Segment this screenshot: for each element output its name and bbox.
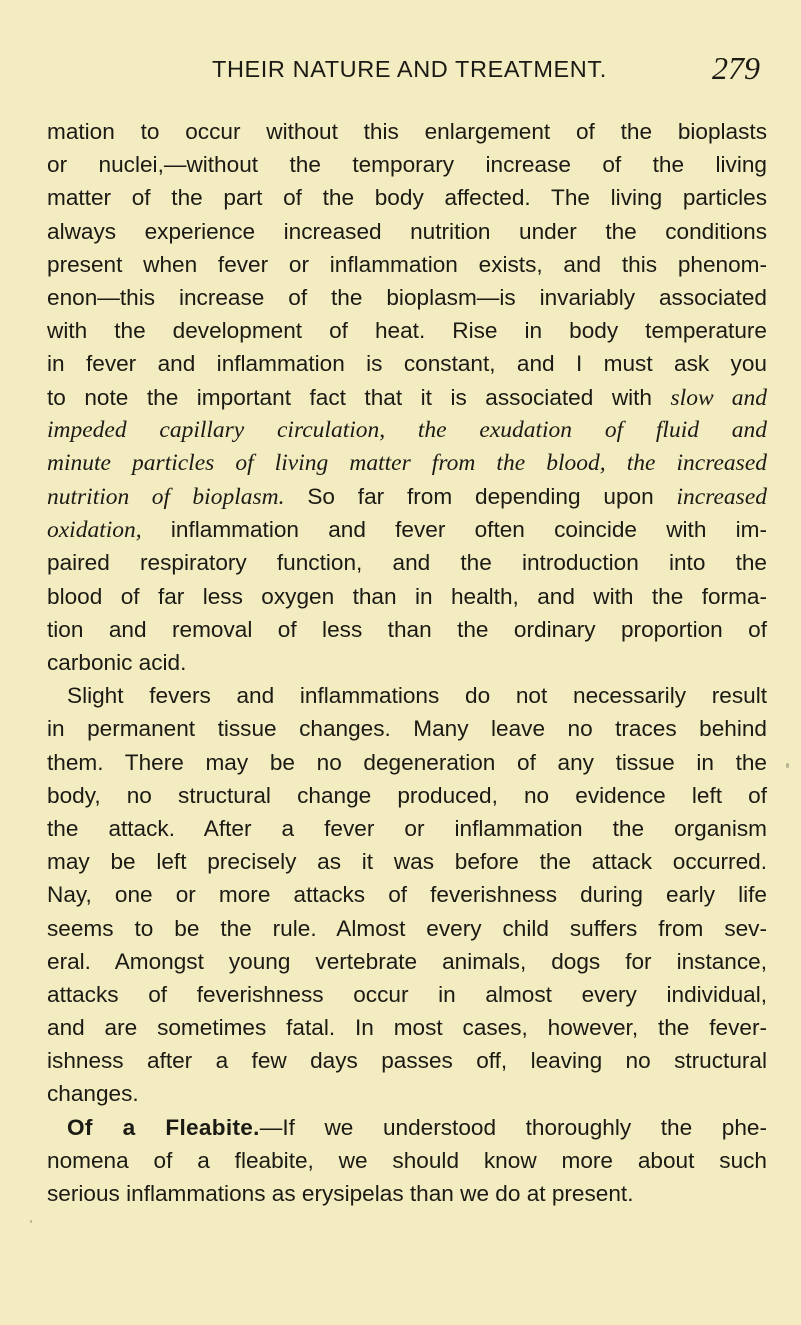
- text-line-italic: minute particles of living matter from the blood, the increased: [47, 449, 767, 476]
- italic-run: slow and: [670, 384, 767, 411]
- text-run: So far from depending upon: [307, 484, 654, 510]
- section-heading: Of a Fleabite.: [67, 1114, 260, 1140]
- paper-speck: [786, 763, 789, 768]
- text-line: in permanent tissue changes. Many leave no traces behind: [47, 716, 767, 742]
- text-line: [47, 513, 767, 546]
- text-line: tion and removal of less than the ordinary proportion of: [47, 616, 767, 642]
- text-line: attacks of feverishness occur in almost every individual,: [47, 981, 767, 1007]
- italic-run: nutrition of bioplasm.: [47, 484, 285, 511]
- text-line: present when fever or inflammation exists, and this phenom-: [47, 251, 767, 277]
- text-line: changes.: [47, 1081, 139, 1107]
- text-line: [47, 480, 767, 513]
- text-line: nomena of a fleabite, we should know more about such: [47, 1147, 767, 1173]
- text-line: in fever and inflammation is constant, and I must ask you: [47, 351, 767, 377]
- text-line: ishness after a few days passes off, leaving no structural: [47, 1048, 767, 1074]
- running-head: THEIR NATURE AND TREATMENT.: [212, 56, 607, 82]
- body-text: [47, 115, 767, 1210]
- text-line: or nuclei,—without the temporary increase of the living: [47, 152, 767, 178]
- text-line: paired respiratory function, and the introduction into the: [47, 550, 767, 576]
- text-line: matter of the part of the body affected. The living particles: [47, 185, 767, 211]
- text-line: enon—this increase of the bioplasm—is invariably associated: [47, 284, 767, 310]
- text-line: and are sometimes fatal. In most cases, however, the fever-: [47, 1015, 767, 1041]
- text-line: the attack. After a fever or inflammation the organism: [47, 815, 767, 841]
- text-line: serious inflammations as erysipelas than we do at present.: [47, 1181, 634, 1206]
- text-run: —If we understood thoroughly the phe-: [259, 1114, 767, 1140]
- italic-run: oxidation,: [47, 517, 142, 544]
- text-run: to note the important fact that it is associated with: [47, 384, 652, 410]
- text-line: with the development of heat. Rise in body temperature: [47, 318, 767, 344]
- text-line: seems to be the rule. Almost every child suffers from sev-: [47, 915, 767, 941]
- text-line: eral. Amongst young vertebrate animals, dogs for instance,: [47, 948, 767, 974]
- paper-speck: [30, 1220, 32, 1223]
- page-number: 279: [712, 50, 760, 86]
- text-line: them. There may be no degeneration of any tissue in the: [47, 749, 767, 775]
- section-start-line: [47, 1111, 767, 1144]
- text-line: mation to occur without this enlargement of the bioplasts: [47, 119, 767, 144]
- italic-run: increased: [676, 484, 768, 511]
- text-line: blood of far less oxygen than in health, and with the forma-: [47, 583, 767, 609]
- text-line: always experience increased nutrition under the conditions: [47, 218, 767, 244]
- text-line-italic: impeded capillary circulation, the exudation of fluid and: [47, 416, 767, 443]
- text-line: body, no structural change produced, no evidence left of: [47, 782, 767, 808]
- text-line: Nay, one or more attacks of feverishness during early life: [47, 882, 767, 908]
- text-line: [47, 381, 767, 414]
- text-line: may be left precisely as it was before the attack occurred.: [47, 849, 767, 875]
- text-run: inflammation and fever often coincide with im-: [170, 517, 767, 543]
- text-line: carbonic acid.: [47, 650, 187, 675]
- paragraph-start-line: Slight fevers and inflammations do not necessarily result: [67, 683, 767, 709]
